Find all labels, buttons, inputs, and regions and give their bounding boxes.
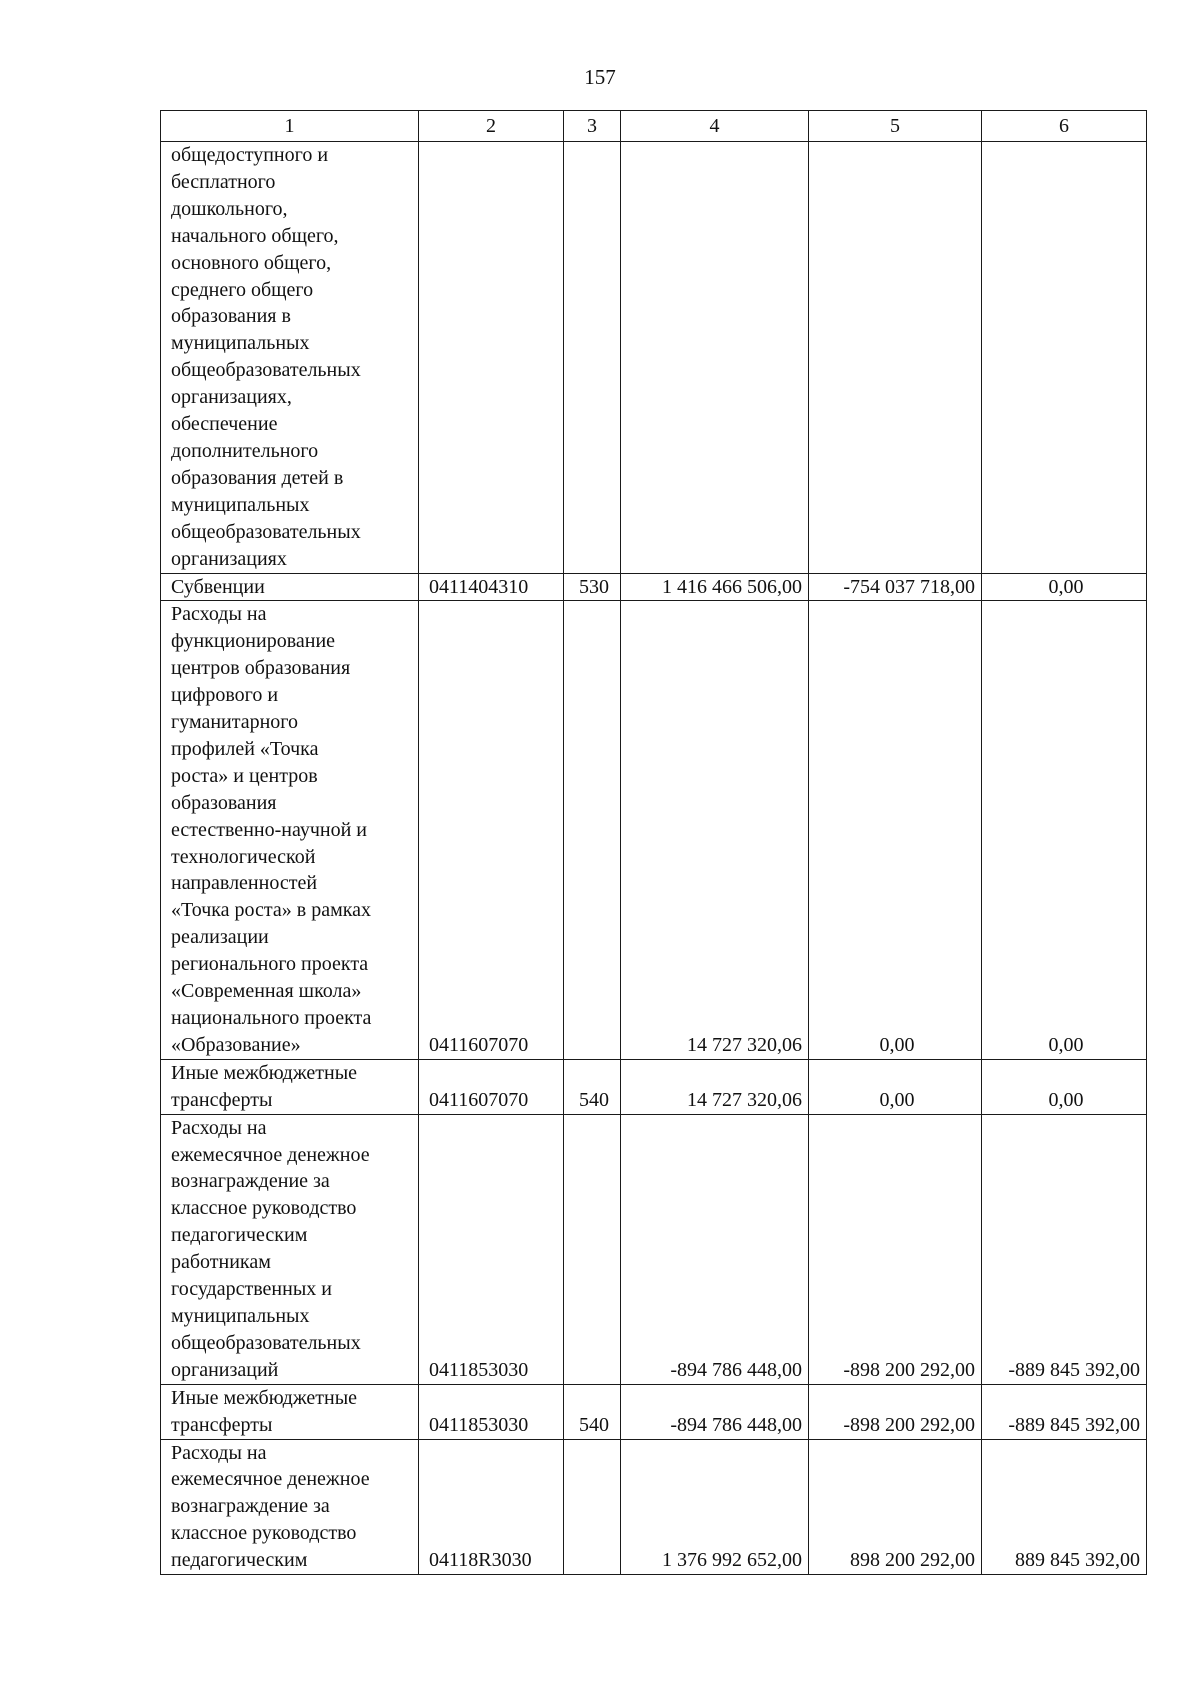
row-name-line: трансферты xyxy=(171,1413,273,1436)
row-name-line: дополнительного xyxy=(171,439,319,462)
amount-col6-cell: 889 845 392,00 xyxy=(982,1439,1147,1575)
table-header-row xyxy=(161,111,1147,142)
expense-type-cell: 530 xyxy=(564,573,621,601)
row-name-line: муниципальных xyxy=(171,332,310,355)
row-name-line: образования детей в xyxy=(171,466,344,489)
row-name-line: Иные межбюджетные xyxy=(171,1061,358,1084)
row-name-line: технологической xyxy=(171,845,316,868)
amount-col4-cell: -894 786 448,00 xyxy=(621,1114,809,1384)
amount-col4-cell: 1 416 466 506,00 xyxy=(621,573,809,601)
row-name-line: среднего общего xyxy=(171,278,314,301)
amount-col5-cell: -898 200 292,00 xyxy=(809,1384,982,1439)
code-cell: 0411853030 xyxy=(419,1114,564,1384)
amount-col5-cell: 898 200 292,00 xyxy=(809,1439,982,1575)
table-row xyxy=(161,1059,1147,1114)
expense-type-cell: 540 xyxy=(564,1384,621,1439)
amount-col6-cell: -889 845 392,00 xyxy=(982,1114,1147,1384)
amount-col4-cell: 1 376 992 652,00 xyxy=(621,1439,809,1575)
row-name-cell xyxy=(161,573,419,601)
row-name-line: классное руководство xyxy=(171,1522,357,1545)
row-name-line: «Современная школа» xyxy=(171,980,362,1003)
row-name-line: организациях xyxy=(171,547,287,570)
row-name-line: основного общего, xyxy=(171,251,332,274)
row-name-line: Расходы на xyxy=(171,1441,267,1464)
row-name-line: бесплатного xyxy=(171,170,276,193)
row-name-line: роста» и центров xyxy=(171,764,318,787)
row-name-line: ежемесячное денежное xyxy=(171,1468,370,1491)
row-name-line: реализации xyxy=(171,926,269,949)
amount-col5-cell: 0,00 xyxy=(809,1059,982,1114)
code-cell: 0411404310 xyxy=(419,573,564,601)
amount-col5-cell: -898 200 292,00 xyxy=(809,1114,982,1384)
table-row xyxy=(161,1114,1147,1384)
amount-col4-cell: 14 727 320,06 xyxy=(621,601,809,1059)
row-name-line: Расходы на xyxy=(171,603,267,626)
expense-type-cell xyxy=(564,601,621,1059)
row-name-line: профилей «Точка xyxy=(171,737,319,760)
row-name-line: «Образование» xyxy=(171,1033,301,1056)
column-header: 3 xyxy=(564,111,621,142)
row-name-line: Иные межбюджетные xyxy=(171,1386,358,1409)
expense-type-cell xyxy=(564,142,621,574)
amount-col5-cell xyxy=(809,142,982,574)
amount-col6-cell: 0,00 xyxy=(982,601,1147,1059)
table-body xyxy=(161,142,1147,1575)
amount-col4-cell: 14 727 320,06 xyxy=(621,1059,809,1114)
row-name-line: трансферты xyxy=(171,1088,273,1111)
row-name-line: общедоступного и xyxy=(171,144,329,166)
row-name-line: педагогическим xyxy=(171,1224,308,1247)
table-row xyxy=(161,573,1147,601)
column-header: 1 xyxy=(161,111,419,142)
row-name-line: начального общего, xyxy=(171,224,339,247)
row-name-line: работникам xyxy=(171,1251,271,1274)
column-header: 6 xyxy=(982,111,1147,142)
row-name-cell xyxy=(161,1384,419,1439)
row-name-line: муниципальных xyxy=(171,1304,310,1327)
amount-col5-cell: -754 037 718,00 xyxy=(809,573,982,601)
row-name-line: национального проекта xyxy=(171,1007,372,1029)
amount-col6-cell: -889 845 392,00 xyxy=(982,1384,1147,1439)
row-name-line: дошкольного, xyxy=(171,197,288,220)
column-header: 2 xyxy=(419,111,564,142)
code-cell: 0411607070 xyxy=(419,601,564,1059)
row-name-line: регионального проекта xyxy=(171,953,369,976)
row-name-line: организациях, xyxy=(171,386,292,409)
row-name-line: Расходы на xyxy=(171,1116,267,1139)
row-name-line: педагогическим xyxy=(171,1549,308,1572)
row-name-line: естественно-научной и xyxy=(171,818,367,841)
row-name-line: направленностей xyxy=(171,872,318,895)
expense-type-cell: 540 xyxy=(564,1059,621,1114)
code-cell: 04118R3030 xyxy=(419,1439,564,1575)
page-number: 157 xyxy=(584,65,616,89)
row-name-line: организаций xyxy=(171,1358,279,1381)
row-name-line: гуманитарного xyxy=(171,711,299,734)
amount-col5-cell: 0,00 xyxy=(809,601,982,1059)
row-name-line: цифрового и xyxy=(171,684,279,707)
amount-col4-cell xyxy=(621,142,809,574)
row-name-line: вознаграждение за xyxy=(171,1170,330,1193)
row-name-line: муниципальных xyxy=(171,493,310,516)
code-cell xyxy=(419,142,564,574)
table-row xyxy=(161,142,1147,574)
row-name-cell xyxy=(161,601,419,1059)
row-name-line: государственных и xyxy=(171,1278,332,1301)
row-name-line: ежемесячное денежное xyxy=(171,1143,370,1166)
expense-type-cell xyxy=(564,1114,621,1384)
row-name-cell xyxy=(161,142,419,574)
table-row xyxy=(161,601,1147,1059)
row-name-line: общеобразовательных xyxy=(171,1331,361,1354)
code-cell: 0411853030 xyxy=(419,1384,564,1439)
row-name-line: центров образования xyxy=(171,657,351,680)
amount-col6-cell: 0,00 xyxy=(982,1059,1147,1114)
code-cell: 0411607070 xyxy=(419,1059,564,1114)
row-name-cell xyxy=(161,1114,419,1384)
column-header: 4 xyxy=(621,111,809,142)
row-name-line: Субвенции xyxy=(171,575,265,598)
row-name-cell xyxy=(161,1439,419,1575)
table-row xyxy=(161,1439,1147,1575)
expense-type-cell xyxy=(564,1439,621,1575)
budget-table xyxy=(160,110,1147,1575)
row-name-line: классное руководство xyxy=(171,1197,357,1220)
row-name-line: функционирование xyxy=(171,630,336,653)
row-name-line: образования в xyxy=(171,305,291,328)
row-name-line: образования xyxy=(171,791,277,814)
amount-col6-cell xyxy=(982,142,1147,574)
row-name-line: общеобразовательных xyxy=(171,359,361,382)
row-name-line: вознаграждение за xyxy=(171,1495,330,1518)
row-name-line: «Точка роста» в рамках xyxy=(171,899,372,922)
row-name-cell xyxy=(161,1059,419,1114)
amount-col4-cell: -894 786 448,00 xyxy=(621,1384,809,1439)
amount-col6-cell: 0,00 xyxy=(982,573,1147,601)
table-row xyxy=(161,1384,1147,1439)
row-name-line: обеспечение xyxy=(171,413,278,436)
column-header: 5 xyxy=(809,111,982,142)
row-name-line: общеобразовательных xyxy=(171,520,361,543)
